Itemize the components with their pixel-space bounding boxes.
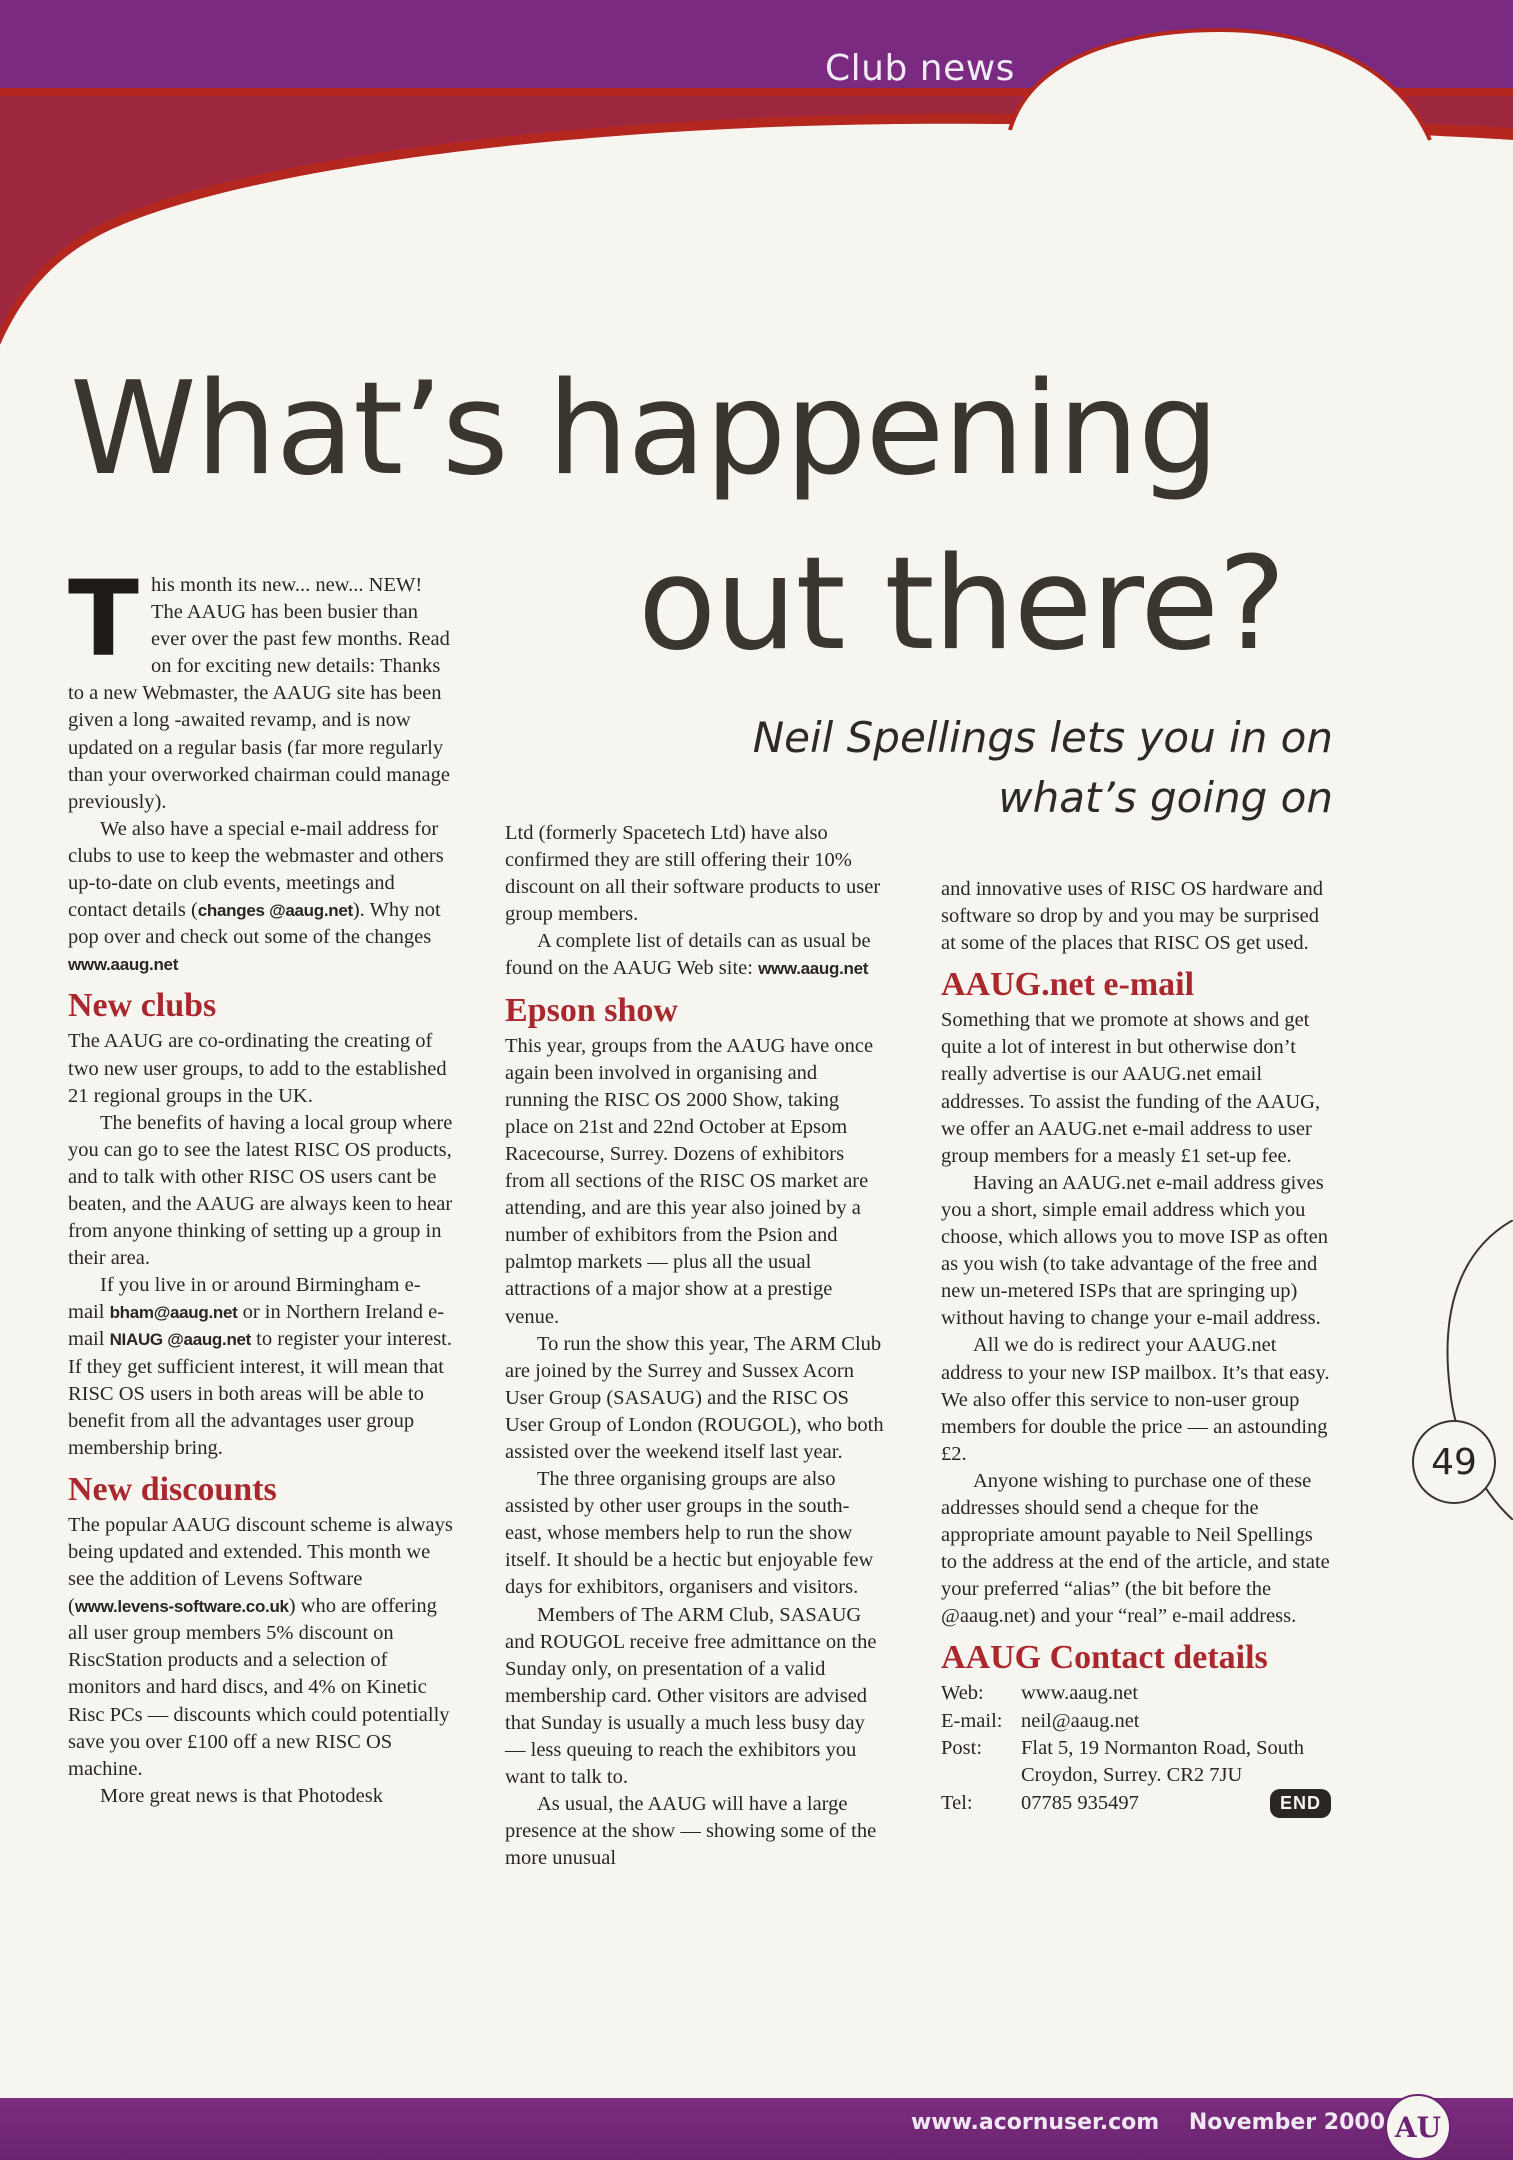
changes-email-link[interactable]: changes @aaug.net (197, 901, 353, 921)
intro-text: his month its new... new... NEW! The AAUG has been busier than ever over the past few months. Read on for exciting new details: Thanks to a new Webmaster, the AAUG site has been given a long -awaited revamp, and is now updated on a regular basis (far more regularly than your overworked chairman could manage previously). (68, 574, 450, 813)
epson-p6: and innovative uses of RISC OS hardware and software so drop by and you may be surprised at some of the places that RISC OS get used. (941, 878, 1324, 955)
aaug-web-link[interactable]: www.aaug.net (758, 959, 869, 979)
contact-tel-number: 07785 935497 (1021, 1791, 1139, 1814)
contact-row-email (941, 1708, 1331, 1735)
acorn-user-logo: AU (1385, 2094, 1451, 2160)
contact-key: Tel: (941, 1791, 973, 1814)
bham-email-link[interactable]: bham@aaug.net (109, 1303, 238, 1323)
new-clubs-p3-text-b: or in Northern Ireland e-mail (68, 1301, 445, 1351)
contact-row-post (941, 1735, 1331, 1789)
intro-p2-text-b: ). Why not pop over and check out some of the changes (68, 899, 441, 949)
new-discounts-p4 (505, 928, 885, 982)
heading-aaug-email: AAUG.net e-mail (941, 966, 1195, 1004)
intro-paragraph-2 (68, 816, 453, 979)
epson-p4: Members of The ARM Club, SASAUG and ROUGOL receive free admittance on the Sunday only, on presentation of a valid membership card. Other visitors are advised that Sunday is usually a much less busy day — less queuing to reach the exhibitors you want to talk to. (505, 1603, 877, 1789)
column-3 (941, 876, 1331, 1818)
contact-post-address: Flat 5, 19 Normanton Road, South Croydon, Surrey. CR2 7JU (1021, 1736, 1305, 1786)
contact-key: E-mail: (941, 1709, 1003, 1732)
epson-p5: As usual, the AAUG will have a large presence at the show — showing some of the more unusual (505, 1793, 877, 1870)
heading-contact-details: AAUG Contact details (941, 1639, 1268, 1677)
standfirst (633, 708, 1333, 828)
aaug-url-link[interactable]: www.aaug.net (68, 955, 179, 975)
footer-date: November 2000 (1188, 2110, 1385, 2135)
contact-web-link[interactable]: www.aaug.net (1021, 1682, 1139, 1705)
footer-url[interactable]: www.acornuser.com (910, 2110, 1160, 2135)
epson-p3: The three organising groups are also assisted by other user groups in the south-east, whose members help to run the show itself. It should be a hectic but enjoyable few days for exhibitors, organisers and visitors. (505, 1468, 874, 1599)
heading-epson-show: Epson show (505, 991, 678, 1029)
new-discounts-p2: More great news is that Photodesk (100, 1784, 383, 1807)
new-clubs-p3 (68, 1272, 453, 1462)
aaug-email-p3: All we do is redirect your AAUG.net address to your new ISP mailbox. It’s that easy. We also offer this service to non-user group members for double the price — an astounding £2. (941, 1334, 1330, 1465)
contact-email-link[interactable]: neil@aaug.net (1021, 1709, 1140, 1732)
article-title-line1: What’s happening (70, 355, 1219, 504)
contact-key: Post: (941, 1736, 983, 1759)
intro-paragraph (68, 558, 453, 816)
section-label: Club news (825, 48, 1015, 89)
end-badge: END (1270, 1789, 1331, 1818)
new-discounts-p1 (68, 1512, 453, 1783)
aaug-email-p1: Something that we promote at shows and get quite a lot of interest in but otherwise don’t really advertise is our AAUG.net email addresses. To assist the funding of the AAUG, we offer an AAUG.net e-mail address to user group members for a measly £1 set-up fee. (941, 1009, 1321, 1167)
intro-p2-text-a: We also have a special e-mail address for clubs to use to keep the webmaster and others up-to-date on club events, meetings and contact details ( (68, 817, 444, 922)
article-title-line2: out there? (638, 530, 1285, 679)
page-number: 49 (1412, 1420, 1496, 1504)
discounts-p1-text-b: ) who are offering all user group members 5% discount on RiscStation products and a selection of monitors and hard discs, and 4% on Kinetic Risc PCs — discounts which could potentially save you over £100 off a new RISC OS machine. (68, 1595, 450, 1780)
new-clubs-p2: The benefits of having a local group where you can go to see the latest RISC OS products, and to talk with other RISC OS users cant be beaten, and the AAUG are always keen to hear from anyone thinking of setting up a group in their area. (68, 1111, 453, 1270)
niaug-email-link[interactable]: NIAUG @aaug.net (109, 1330, 252, 1350)
column-2 (505, 820, 885, 1872)
new-discounts-p3: Ltd (formerly Spacetech Ltd) have also confirmed they are still offering their 10% discount on all their software products to user group members. (505, 822, 881, 926)
epson-p2: To run the show this year, The ARM Club are joined by the Surrey and Sussex Acorn User Group (SASAUG) and the RISC OS User Group of London (ROUGOL), who both assisted over the weekend itself last year. (505, 1332, 884, 1463)
standfirst-line1: Neil Spellings lets you in on (752, 713, 1333, 762)
heading-new-discounts: New discounts (68, 1470, 277, 1508)
new-clubs-p1: The AAUG are co-ordinating the creating of two new user groups, to add to the established 21 regional groups in the UK. (68, 1030, 447, 1107)
contact-key: Web: (941, 1682, 984, 1705)
column-1 (68, 558, 453, 1810)
footer-text (889, 2110, 1385, 2135)
new-clubs-p3-text-a: If you live in or around Birmingham e-mail (68, 1274, 421, 1324)
contact-row-tel (941, 1789, 1331, 1818)
aaug-email-p4: Anyone wishing to purchase one of these addresses should send a cheque for the appropriate amount payable to Neil Spellings to the address at the end of the article, and state your preferred “alias” (the bit before the @aaug.net) and your “real” e-mail address. (941, 1469, 1330, 1628)
contact-tel (941, 1790, 1270, 1817)
contact-row-web (941, 1680, 1331, 1707)
aaug-email-p2: Having an AAUG.net e-mail address gives you a short, simple email address which you choose, which allows you to move ISP as often as you wish (to take advantage of the free and new un-metered ISPs that are springing up) without having to change your e-mail address. (941, 1171, 1328, 1330)
epson-p1: This year, groups from the AAUG have once again been involved in organising and running the RISC OS 2000 Show, taking place on 21st and 22nd October at Epsom Racecourse, Surrey. Dozens of exhibitors from all sections of the RISC OS market are attending, and are this year also joined by a number of exhibitors from the Psion and palmtop markets — plus all the usual attractions of a major show at a prestige venue. (505, 1034, 874, 1328)
drop-cap: T (68, 558, 139, 680)
discounts-p1-text-a: The popular AAUG discount scheme is always being updated and extended. This month we see the addition of Levens Software ( (68, 1513, 453, 1618)
standfirst-line2: what’s going on (998, 773, 1333, 822)
new-clubs-p3-text-c: to register your interest. If they get sufficient interest, it will mean that RISC OS users in both areas will be able to benefit from all the advantages user group membership bring. (68, 1328, 453, 1459)
discounts-p4-text: A complete list of details can as usual be found on the AAUG Web site: (505, 930, 871, 980)
heading-new-clubs: New clubs (68, 987, 217, 1025)
levens-url-link[interactable]: www.levens-software.co.uk (74, 1597, 289, 1617)
